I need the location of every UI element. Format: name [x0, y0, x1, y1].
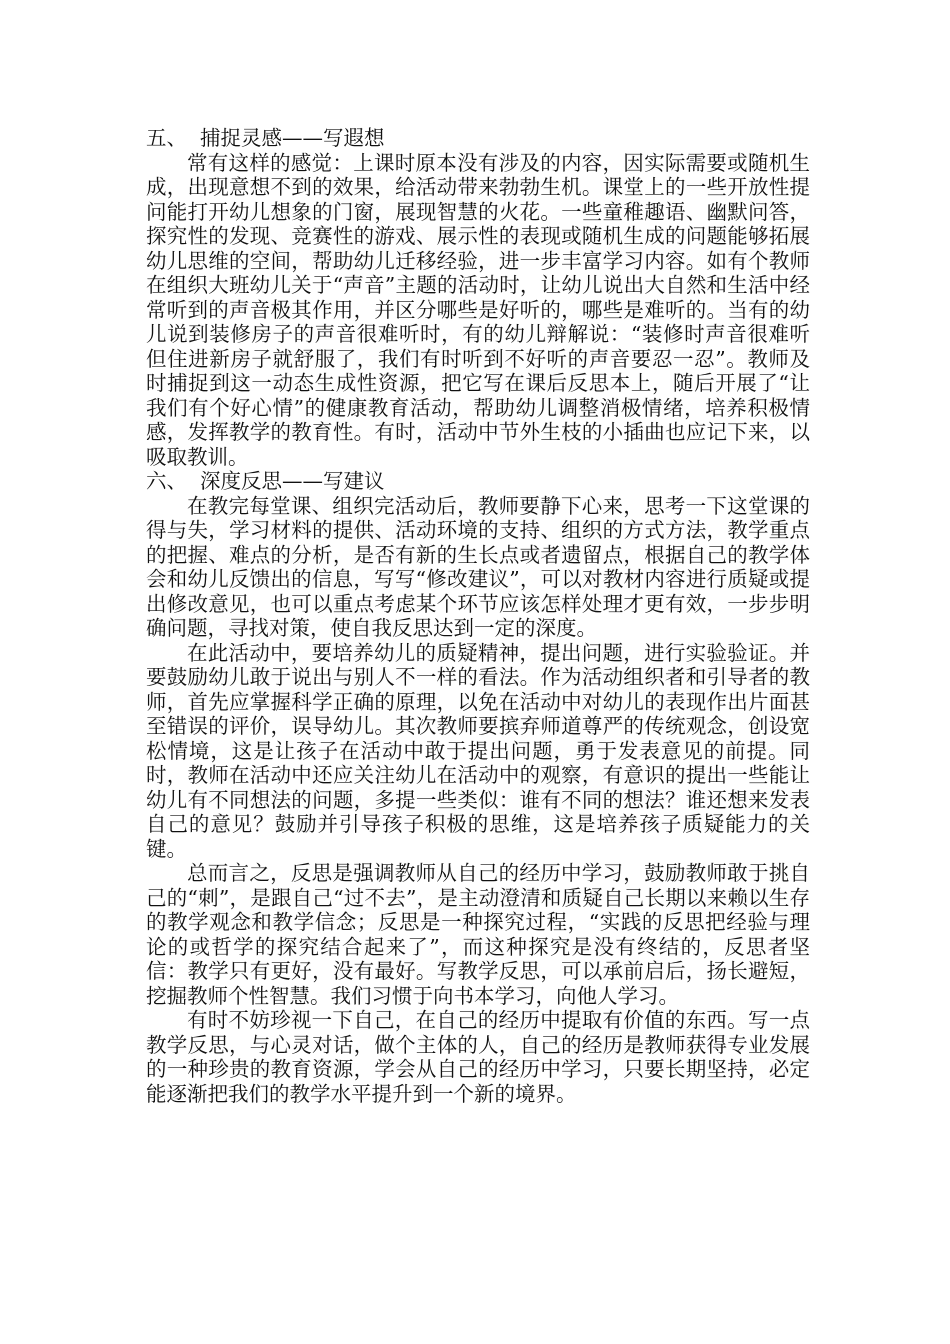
paragraph: 在此活动中，要培养幼儿的质疑精神，提出问题，进行实验验证。并要鼓励幼儿敢于说出与别人不一样的看法。作为活动组织者和引导者的教师，首先应掌握科学正确的原理，以免在活动中对幼儿的表现作出片面甚至错误的评价，误导幼儿。其次教师要摈弃师道尊严的传统观念，创设宽松情境，这是让孩子在活动中敢于提出问题，勇于发表意见的前提。同时，教师在活动中还应关注幼儿在活动中的观察，有意识的提出一些能让幼儿有不同想法的问题，多提一些类似：谁有不同的想法？谁还想来发表自己的意见？鼓励并引导孩子积极的思维，这是培养孩子质疑能力的关键。 — [146, 640, 810, 861]
paragraph: 有时不妨珍视一下自己，在自己的经历中提取有价值的东西。写一点教学反思，与心灵对话，做个主体的人，自己的经历是教师获得专业发展的一种珍贵的教育资源，学会从自己的经历中学习，只要长期坚持，必定能逐渐把我们的教学水平提升到一个新的境界。 — [146, 1008, 810, 1106]
paragraph: 总而言之，反思是强调教师从自己的经历中学习，鼓励教师敢于挑自己的“刺”，是跟自己“过不去”，是主动澄清和质疑自己长期以来赖以生存的教学观念和教学信念；反思是一种探究过程，“实践的反思把经验与理论的或哲学的探究结合起来了”，而这种探究是没有终结的，反思者坚信：教学只有更好，没有最好。写教学反思，可以承前启后，扬长避短，挖掘教师个性智慧。我们习惯于向书本学习，向他人学习。 — [146, 861, 810, 1008]
section-number: 五、 — [146, 126, 187, 150]
section-number: 六、 — [146, 469, 187, 493]
document-body — [146, 126, 810, 1106]
section-heading-6 — [146, 469, 810, 494]
section-heading-5 — [146, 126, 810, 151]
paragraph: 常有这样的感觉：上课时原本没有涉及的内容，因实际需要或随机生成，出现意想不到的效果，给活动带来勃勃生机。课堂上的一些开放性提问能打开幼儿想象的门窗，展现智慧的火花。一些童稚趣语、幽默问答，探究性的发现、竞赛性的游戏、展示性的表现或随机生成的问题能够拓展幼儿思维的空间，帮助幼儿迁移经验，进一步丰富学习内容。如有个教师在组织大班幼儿关于“声音”主题的活动时，让幼儿说出大自然和生活中经常听到的声音极其作用，并区分哪些是好听的，哪些是难听的。当有的幼儿说到装修房子的声音很难听时，有的幼儿辩解说：“装修时声音很难听但住进新房子就舒服了，我们有时听到不好听的声音要忍一忍”。教师及时捕捉到这一动态生成性资源，把它写在课后反思本上，随后开展了“让我们有个好心情”的健康教育活动，帮助幼儿调整消极情绪，培养积极情感，发挥教学的教育性。有时，活动中节外生枝的小插曲也应记下来，以吸取教训。 — [146, 150, 810, 469]
paragraph: 在教完每堂课、组织完活动后，教师要静下心来，思考一下这堂课的得与失，学习材料的提供、活动环境的支持、组织的方式方法，教学重点的把握、难点的分析，是否有新的生长点或者遗留点，根据自己的教学体会和幼儿反馈出的信息，写写“修改建议”，可以对教材内容进行质疑或提出修改意见，也可以重点考虑某个环节应该怎样处理才更有效，一步步明确问题，寻找对策，使自我反思达到一定的深度。 — [146, 493, 810, 640]
section-title: 捕捉灵感——写遐想 — [200, 126, 385, 150]
section-title: 深度反思——写建议 — [200, 469, 385, 493]
